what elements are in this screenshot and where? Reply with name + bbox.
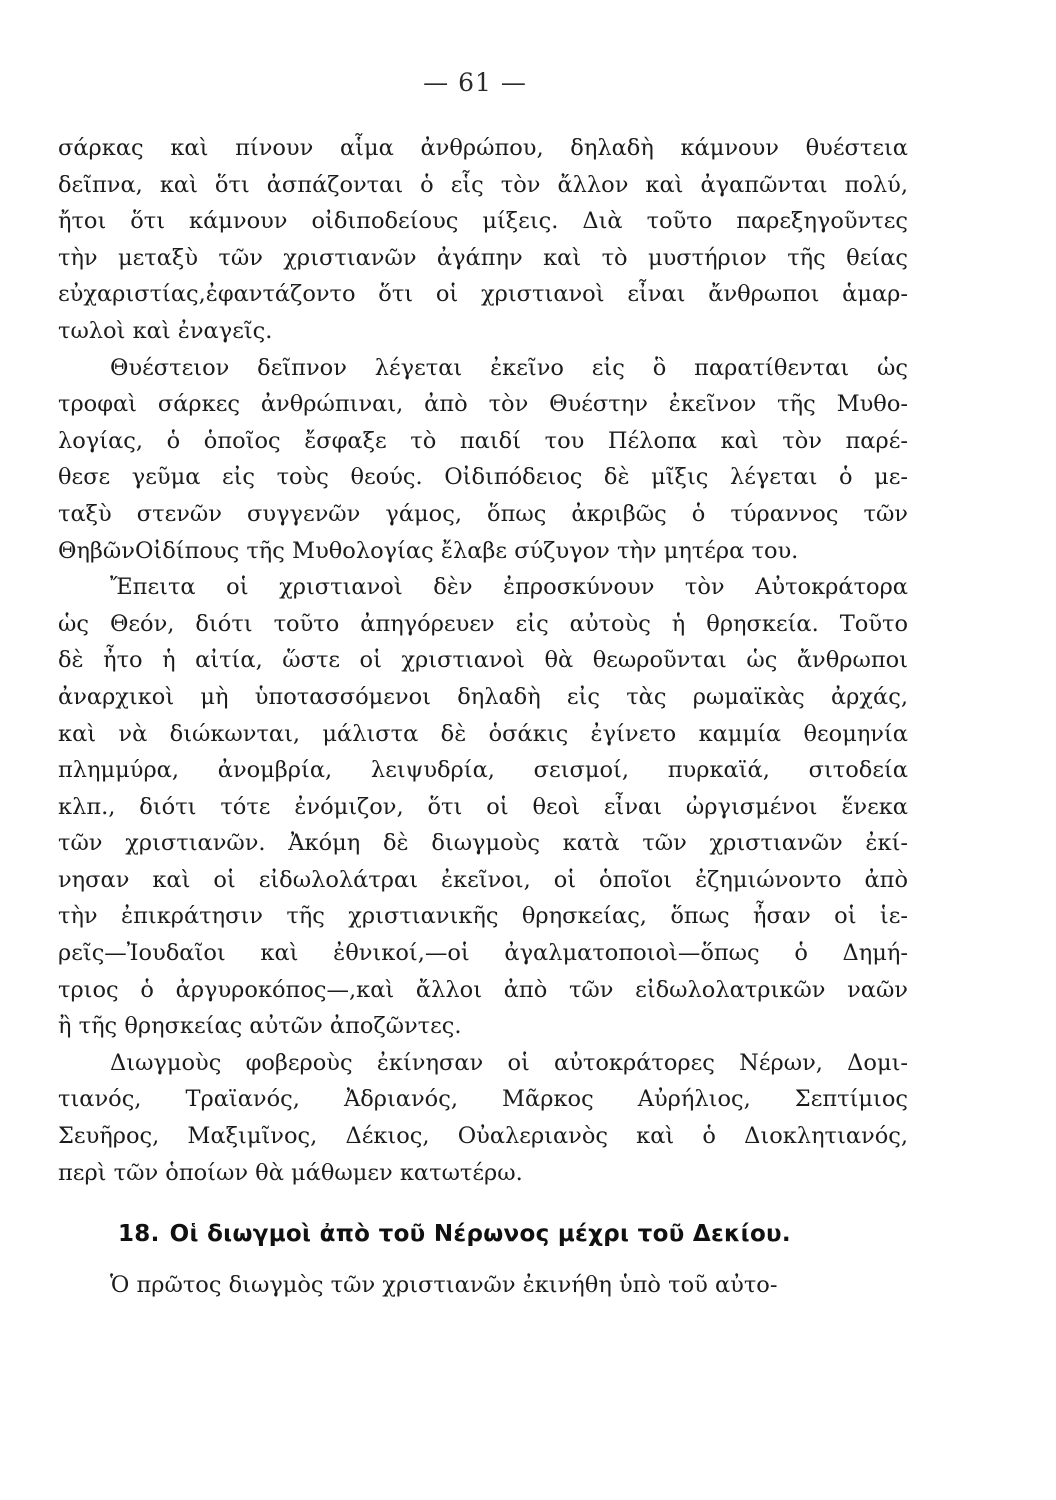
text-line: ἤτοι ὅτι κάμνουν οἰδιποδείους μίξεις. Διὰ τοῦτο παρεξηγοῦντες — [58, 208, 908, 235]
text-line: ρεῖς—Ἰουδαῖοι καὶ ἐθνικοί,—οἱ ἀγαλματοποιοὶ—ὅπως ὁ Δημή- — [58, 940, 908, 967]
text-line: ΘηβῶνΟἰδίπους τῆς Μυθολογίας ἔλαβε σύζυγον τὴν μητέρα του. — [58, 537, 799, 564]
text-line: τωλοὶ καὶ ἐναγεῖς. — [58, 317, 273, 344]
paragraph-list — [58, 130, 908, 1191]
text-line: λογίας, ὁ ὁποῖος ἔσφαξε τὸ παιδί του Πέλοπα καὶ τὸν παρέ- — [58, 427, 908, 454]
text-line: ἢ τῆς θρησκείας αὐτῶν ἀποζῶντες. — [58, 1013, 462, 1040]
paragraph — [58, 350, 908, 570]
text-line: πλημμύρα, ἀνομβρία, λειψυδρία, σεισμοί, πυρκαϊά, σιτοδεία — [58, 757, 908, 784]
text-line: δὲ ἦτο ἡ αἰτία, ὥστε οἱ χριστιανοὶ θὰ θεωροῦνται ὡς ἄνθρωποι — [58, 647, 908, 674]
text-line: Θυέστειον δεῖπνον λέγεται ἐκεῖνο εἰς ὃ παρατίθενται ὡς — [110, 354, 908, 381]
text-line: τριος ὁ ἀργυροκόπος—,καὶ ἄλλοι ἀπὸ τῶν εἰδωλολατρικῶν ναῶν — [58, 976, 908, 1003]
section-title: Οἱ διωγμοὶ ἀπὸ τοῦ Νέρωνος μέχρι τοῦ Δεκίου. — [169, 1221, 791, 1248]
text-line: καὶ νὰ διώκωνται, μάλιστα δὲ ὁσάκις ἐγίνετο καμμία θεομηνία — [58, 720, 908, 747]
section-number: 18. — [118, 1221, 160, 1248]
text-line: τῶν χριστιανῶν. Ἀκόμη δὲ διωγμοὺς κατὰ τῶν χριστιανῶν ἐκί- — [58, 830, 908, 857]
text-line: τροφαὶ σάρκες ἀνθρώπιναι, ἀπὸ τὸν Θυέστην ἐκεῖνον τῆς Μυθο- — [58, 391, 908, 418]
text-line: Ἔπειτα οἱ χριστιανοὶ δὲν ἐπροσκύνουν τὸν Αὐτοκράτορα — [110, 574, 908, 601]
text-line: εὐχαριστίας,ἐφαντάζοντο ὅτι οἱ χριστιανοὶ εἶναι ἄνθρωποι ἁμαρ- — [58, 281, 908, 308]
text-line: σάρκας καὶ πίνουν αἷμα ἀνθρώπου, δηλαδὴ κάμνουν θυέστεια — [58, 135, 908, 161]
text-line: Διωγμοὺς φοβεροὺς ἐκίνησαν οἱ αὐτοκράτορες Νέρων, Δομι- — [110, 1049, 908, 1076]
text-line: δεῖπνα, καὶ ὅτι ἀσπάζονται ὁ εἷς τὸν ἄλλον καὶ ἀγαπῶνται πολύ, — [58, 171, 908, 198]
text-line: τὴν μεταξὺ τῶν χριστιανῶν ἀγάπην καὶ τὸ μυστήριον τῆς θείας — [58, 244, 908, 271]
paragraph — [58, 569, 908, 1045]
paragraph — [58, 1045, 908, 1191]
text-line: ὡς Θεόν, διότι τοῦτο ἀπηγόρευεν εἰς αὐτοὺς ἡ θρησκεία. Τοῦτο — [58, 610, 908, 637]
paragraph — [58, 130, 908, 350]
text-line: Σευῆρος, Μαξιμῖνος, Δέκιος, Οὐαλεριανὸς καὶ ὁ Διοκλητιανός, — [58, 1123, 908, 1150]
text-line: θεσε γεῦμα εἰς τοὺς θεούς. Οἰδιπόδειος δὲ μῖξις λέγεται ὁ με- — [58, 464, 908, 491]
final-paragraph — [58, 1267, 908, 1304]
text-line: περὶ τῶν ὁποίων θὰ μάθωμεν κατωτέρω. — [58, 1159, 523, 1186]
text-line: ταξὺ στενῶν συγγενῶν γάμος, ὅπως ἀκριβῶς ὁ τύραννος τῶν — [58, 500, 908, 527]
text-line: νησαν καὶ οἱ εἰδωλολάτραι ἐκεῖνοι, οἱ ὁποῖοι ἐζημιώνοντο ἀπὸ — [58, 866, 908, 893]
text-line: κλπ., διότι τότε ἐνόμιζον, ὅτι οἱ θεοὶ εἶναι ὠργισμένοι ἕνεκα — [58, 793, 908, 820]
text-line: τὴν ἐπικράτησιν τῆς χριστιανικῆς θρησκείας, ὅπως ἦσαν οἱ ἱε- — [58, 903, 908, 930]
text-line: ἀναρχικοὶ μὴ ὑποτασσόμενοι δηλαδὴ εἰς τὰς ρωμαϊκὰς ἀρχάς, — [58, 683, 908, 710]
page-number: — 61 — — [423, 68, 527, 97]
body-text — [58, 130, 908, 1304]
text-line: Ὁ πρῶτος διωγμὸς τῶν χριστιανῶν ἐκινήθη ὑπὸ τοῦ αὐτο- — [110, 1272, 778, 1299]
text-line: τιανός, Τραϊανός, Ἀδριανός, Μᾶρκος Αὐρήλιος, Σεπτίμιος — [58, 1086, 908, 1113]
section-heading — [58, 1205, 908, 1263]
paragraph — [58, 1267, 908, 1304]
